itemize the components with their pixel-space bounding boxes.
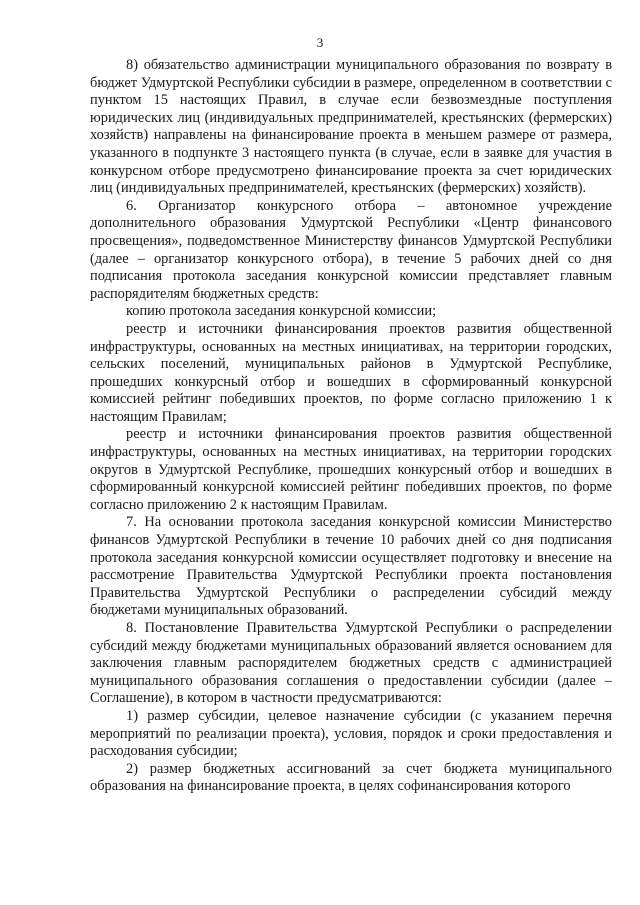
paragraph-registry-city-districts: реестр и источники финансирования проектов развития общественной инфраструктуры, основанных на местных инициативах, на территории городских округов в Удмуртской Республике, прошедших конкурсный отбор и вошедших в сформированный конкурсной комиссией рейтинг победивших проектов, по форме согласно приложению 2 к настоящим Правилам. — [90, 426, 612, 513]
paragraph-budget-allocations: 2) размер бюджетных ассигнований за счет бюджета муниципального образования на финансирование проекта, в целях софинансирования которого — [90, 760, 612, 795]
page-number: 3 — [316, 35, 324, 50]
paragraph-8-resolution: 8. Постановление Правительства Удмуртской Республики о распределении субсидий между бюджетами муниципальных образований является основанием для заключения главным распорядителем бюджетных средств с администрацией муниципального образования соглашения о предоставлении субсидии (далее – Соглашение), в котором в частности предусматриваются: — [90, 620, 612, 707]
paragraph-7-ministry: 7. На основании протокола заседания конкурсной комиссии Министерство финансов Удмуртской Республики в течение 10 рабочих дней со дня подписания протокола заседания конкурсной комиссии осуществляет подготовку и внесение на рассмотрение Правительства Удмуртской Республики проекта постановления Правительства Удмуртской Республики о распределении субсидий между бюджетами муниципальных образований. — [90, 514, 612, 619]
paragraph-registry-settlements: реестр и источники финансирования проектов развития общественной инфраструктуры, основанных на местных инициативах, на территории городских, сельских поселений, муниципальных районов в Удмуртской Республике, прошедших конкурсный отбор и вошедших в сформированный конкурсной комиссией рейтинг победивших проектов, по форме согласно приложению 1 к настоящим Правилам; — [90, 320, 612, 425]
paragraph-8-obligation: 8) обязательство администрации муниципального образования по возврату в бюджет Удмуртской Республики субсидии в размере, определенном в соответствии с пунктом 15 настоящих Правил, в случае если безвозмездные поступления юридических лиц (индивидуальных предпринимателей, крестьянских (фермерских) хозяйств) направлены на финансирование проекта в меньшем размере от размера, указанного в подпункте 3 настоящего пункта (в случае, если в заявке для участия в конкурсном отборе предусмотрено финансирование проекта за счет юридических лиц (индивидуальных предпринимателей, крестьянских (фермерских) хозяйств). — [90, 57, 612, 197]
paragraph-subsidy-size: 1) размер субсидии, целевое назначение субсидии (с указанием перечня мероприятий по реализации проекта), условия, порядок и сроки предоставления и расходования субсидии; — [90, 707, 612, 760]
paragraph-6-organizer: 6. Организатор конкурсного отбора – автономное учреждение дополнительного образования Удмуртской Республики «Центр финансового просвещения», подведомственное Министерству финансов Удмуртской Республики (далее – организатор конкурсного отбора), в течение 5 рабочих дней со дня подписания протокола заседания конкурсной комиссии представляет главным распорядителям бюджетных средств: — [90, 197, 612, 302]
document-body — [90, 57, 612, 796]
paragraph-protocol-copy: копию протокола заседания конкурсной комиссии; — [126, 303, 437, 320]
